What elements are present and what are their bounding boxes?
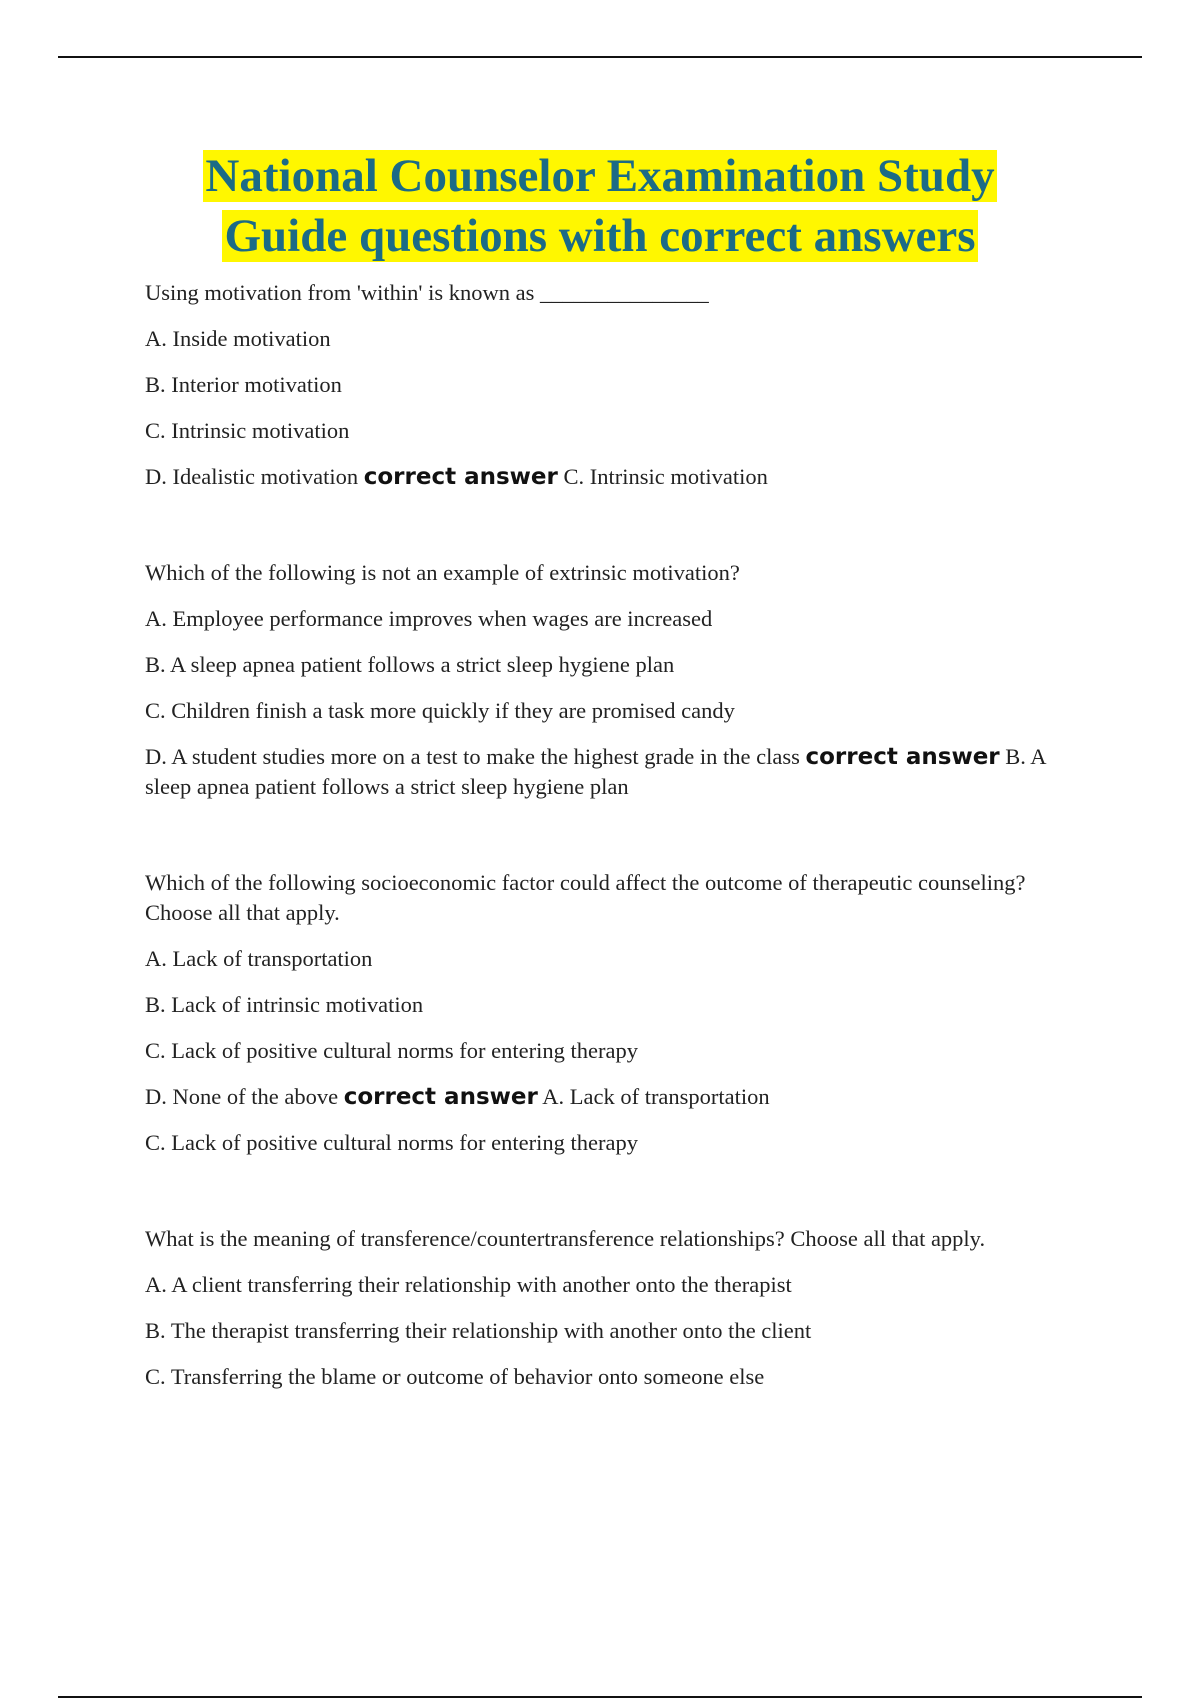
answer-option: A. A client transferring their relationship with another onto the therapist [145,1272,792,1297]
question-prompt: Using motivation from 'within' is known as _______________ [145,280,709,305]
answer-option: B. A sleep apnea patient follows a strict sleep hygiene plan [145,652,675,677]
answer-option: B. Lack of intrinsic motivation [145,992,424,1017]
question-block [145,868,1080,1158]
top-rule [58,56,1142,58]
answer-option: B. Interior motivation [145,372,342,397]
option-text: D. Idealistic motivation [145,464,359,489]
correct-answer-text: A. Lack of transportation [542,1084,770,1109]
question-block [145,1224,1080,1392]
question-prompt: Which of the following is not an example of extrinsic motivation? [145,560,740,585]
option-text: D. A student studies more on a test to make the highest grade in the class [145,744,800,769]
answer-option: C. Transferring the blame or outcome of behavior onto someone else [145,1364,765,1389]
answer-option-last [145,462,1080,492]
bottom-rule [58,1696,1142,1698]
correct-answer-text: B. A sleep apnea patient follows a strict sleep hygiene plan [145,744,1046,799]
correct-answer-label: correct answer [343,1084,538,1110]
correct-answer-label: correct answer [363,464,558,490]
question-list [145,278,1080,1408]
answer-option: A. Lack of transportation [145,946,373,971]
answer-option: A. Inside motivation [145,326,331,351]
question-block [145,278,1080,492]
option-text: D. None of the above [145,1084,339,1109]
question-prompt: Which of the following socioeconomic factor could affect the outcome of therapeutic counseling? Choose all that apply. [145,870,1026,925]
answer-option: C. Children finish a task more quickly if they are promised candy [145,698,735,723]
answer-option: C. Intrinsic motivation [145,418,350,443]
answer-option: B. The therapist transferring their relationship with another onto the client [145,1318,812,1343]
title-line-1: National Counselor Examination Study [205,150,995,202]
correct-answer-extra: C. Lack of positive cultural norms for entering therapy [145,1130,638,1155]
question-prompt: What is the meaning of transference/countertransference relationships? Choose all that apply. [145,1226,986,1251]
title-line-2: Guide questions with correct answers [224,210,976,262]
answer-option-last [145,742,1080,802]
answer-option: A. Employee performance improves when wages are increased [145,606,713,631]
correct-answer-text: C. Intrinsic motivation [563,464,768,489]
page-title [0,146,1200,266]
correct-answer-label: correct answer [805,744,1000,770]
answer-option: C. Lack of positive cultural norms for entering therapy [145,1038,638,1063]
question-block [145,558,1080,802]
answer-option-last [145,1082,1080,1112]
